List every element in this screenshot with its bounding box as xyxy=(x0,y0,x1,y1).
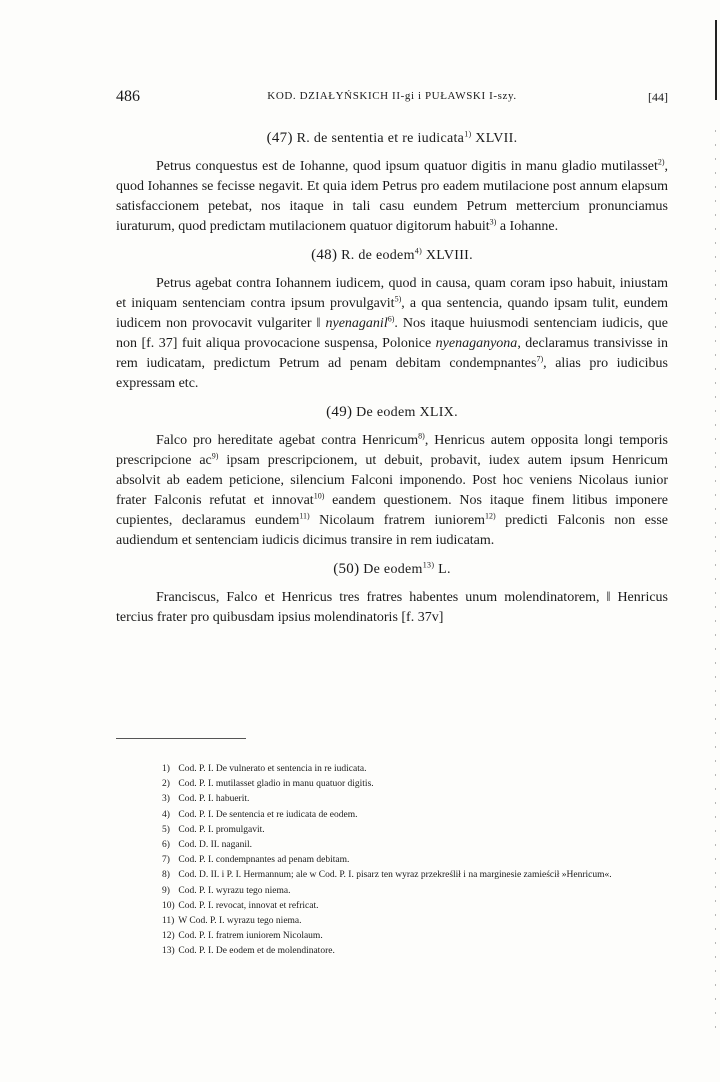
footnote-separator xyxy=(116,738,246,739)
text-run: , declaramus transivisse in rem iudicatam, predictum Petrum ad penam debitam condempnantes xyxy=(116,336,668,371)
paragraph-49 xyxy=(116,431,668,551)
text-run: (48) xyxy=(311,247,338,263)
italic-term: nyenaganil xyxy=(325,316,388,331)
footnote xyxy=(116,899,676,914)
footnote-ref: 6) xyxy=(387,314,395,324)
footnote xyxy=(116,884,676,899)
text-run: 1) xyxy=(162,764,170,774)
footnote xyxy=(116,868,676,883)
text-run: 1) xyxy=(464,129,472,139)
text-run: 4) xyxy=(414,246,423,256)
text-run: 2) xyxy=(162,779,170,790)
text-run: De eodem xyxy=(363,562,423,577)
footnote xyxy=(116,838,676,853)
section-heading-50 xyxy=(116,559,668,580)
page-edge-dots xyxy=(715,130,716,1030)
text-run: (50) xyxy=(333,561,360,577)
running-header xyxy=(116,88,668,110)
footnote-ref: 11) xyxy=(299,511,310,521)
text-run: Cod. P. I. condempnantes ad penam debitam. xyxy=(178,855,350,866)
text-run: Franciscus, Falco et Henricus tres fratres habentes unum molendinatorem, ‖ Henricus tercius frater pro quibusdam ipsius molendinatoris xyxy=(116,590,668,625)
text-run: Cod. P. I. De vulnerato et sentencia in re iudicata. xyxy=(178,764,367,774)
footnote-ref: 2) xyxy=(657,157,665,167)
text-run: Cod. P. I. De eodem et de molendinatore. xyxy=(178,946,335,957)
text-run: De eodem XLIX. xyxy=(356,405,458,420)
text-run: Cod. P. I. wyrazu tego niema. xyxy=(178,885,291,896)
page-edge-rule xyxy=(715,20,717,100)
text-run: Cod. D. II. i P. I. Hermannum; ale w Cod. P. I. pisarz ten wyraz przekreślił i na marginesie zamieścił »Henricum«. xyxy=(178,870,612,881)
text-run: 7) xyxy=(162,855,170,866)
folio-marker: [f. 37v] xyxy=(401,610,444,625)
footnote xyxy=(116,853,676,868)
footnote-ref: 5) xyxy=(394,294,402,304)
text-run: Petrus agebat contra Iohannem iudicem, quod in causa, quam coram ipso habuit, iniustam et iniquam sentenciam contra ipsum provulgavit xyxy=(116,276,668,311)
paragraph-47 xyxy=(116,157,668,237)
footnote xyxy=(116,823,676,838)
text-run: Cod. P. I. habuerit. xyxy=(178,794,250,805)
text-run: 13) xyxy=(422,560,435,570)
paragraph-48 xyxy=(116,274,668,394)
text-run: 11) xyxy=(162,916,175,927)
text-run: eandem questionem. Nos itaque finem litibus imponere cupientes, declaramus eundem xyxy=(116,493,669,528)
text-run: Cod. P. I. promulgavit. xyxy=(178,824,265,835)
footnote xyxy=(116,808,676,823)
italic-term: nyenaganyona xyxy=(435,336,518,351)
text-run: 9) xyxy=(162,885,170,896)
text-run: 4) xyxy=(162,809,170,820)
text-run: Nicolaum fratrem iuniorem xyxy=(309,513,485,528)
text-run: Cod. P. I. fratrem iuniorem Nicolaum. xyxy=(178,931,323,942)
text-run: , alias pro iudicibus expressam etc. xyxy=(116,356,668,391)
sheet-number: [44] xyxy=(648,90,668,104)
text-run: ipsam prescripcionem, ut debuit, probavit, iudex autem ipsum Henricum absolvit ab eadem peticione, silencium Falconi imponendo. Post hoc veniens Nicolaus iunior frater Falconis refutat et innovat xyxy=(116,453,669,508)
text-run: , quod Iohannes se fecisse negavit. Et quia idem Petrus pro eadem mutilacione post annum elapsum satisfaccionem petebat, nos itaque in tali casu eundem Petrum mettercium pronunciamus iuraturum, quod predictam mutilacionem quatuor digitorum habuit xyxy=(116,159,668,234)
text-run: Falco pro hereditate agebat contra Henricum xyxy=(156,433,419,448)
text-run: 10) xyxy=(162,900,175,911)
text-run: (49) xyxy=(326,404,353,420)
footnote-ref: 3) xyxy=(489,217,497,227)
paragraph-50 xyxy=(116,588,668,628)
section-heading-47 xyxy=(116,128,668,149)
text-run: a Iohanne. xyxy=(496,219,559,234)
text-run: (47) xyxy=(266,130,293,146)
text-run: predicti Falconis non esse audiendum et sentenciam iudicis dicimus transire in rem iudicatam. xyxy=(116,513,668,548)
text-run: . Nos itaque huiusmodi sentenciam iudicis, que non xyxy=(116,316,668,351)
text-run: R. de sententia et re iudicata xyxy=(296,131,465,146)
text-run: 3) xyxy=(162,794,170,805)
footnote xyxy=(116,762,676,777)
footnote-ref: 7) xyxy=(536,354,544,364)
text-run: Cod. P. I. mutilasset gladio in manu quatuor digitis. xyxy=(178,779,374,790)
text-run: , Henricus autem opposita longi temporis prescripcione ac xyxy=(116,433,668,468)
text-run: XLVII. xyxy=(475,131,518,146)
text-run: Cod. P. I. De sentencia et re iudicata de eodem. xyxy=(178,809,358,820)
text-run: XLVIII. xyxy=(425,248,473,263)
text-run: 5) xyxy=(162,824,170,835)
folio-marker: [f. 37] xyxy=(141,336,178,351)
main-text xyxy=(116,120,668,634)
footnote-ref: 9) xyxy=(211,451,219,461)
footnote xyxy=(116,929,676,944)
text-run: 8) xyxy=(162,870,170,881)
text-run: R. de eodem xyxy=(341,248,415,263)
footnotes xyxy=(116,762,676,960)
footnote xyxy=(116,792,676,807)
running-title: KOD. DZIAŁYŃSKICH II-gi i PUŁAWSKI I-szy. xyxy=(267,90,517,102)
text-run: W Cod. P. I. wyrazu tego niema. xyxy=(178,916,302,927)
text-run: Cod. D. II. naganil. xyxy=(178,840,252,851)
text-run: Petrus conquestus est de Iohanne, quod ipsum quatuor digitis in manu gladio mutilasset xyxy=(156,159,658,174)
text-run: Cod. P. I. revocat, innovat et refricat. xyxy=(178,900,319,911)
text-run: fuit aliqua provocacione suspensa, Polonice xyxy=(177,336,436,351)
text-run: 6) xyxy=(162,840,170,851)
footnote xyxy=(116,944,676,959)
text-run: 12) xyxy=(162,931,175,942)
text-run: L. xyxy=(438,562,451,577)
footnote-ref: 12) xyxy=(485,511,496,521)
text-run: , a qua sentencia, quando ipsam tulit, eundem iudicem non provocavit vulgariter ‖ xyxy=(116,296,668,331)
section-heading-48 xyxy=(116,245,668,266)
footnote xyxy=(116,777,676,792)
section-heading-49 xyxy=(116,402,668,423)
footnote-ref: 8) xyxy=(418,431,425,441)
text-run: 13) xyxy=(162,946,175,957)
footnote-ref: 10) xyxy=(313,491,325,501)
footnote xyxy=(116,914,676,929)
page-number: 486 xyxy=(116,88,140,105)
